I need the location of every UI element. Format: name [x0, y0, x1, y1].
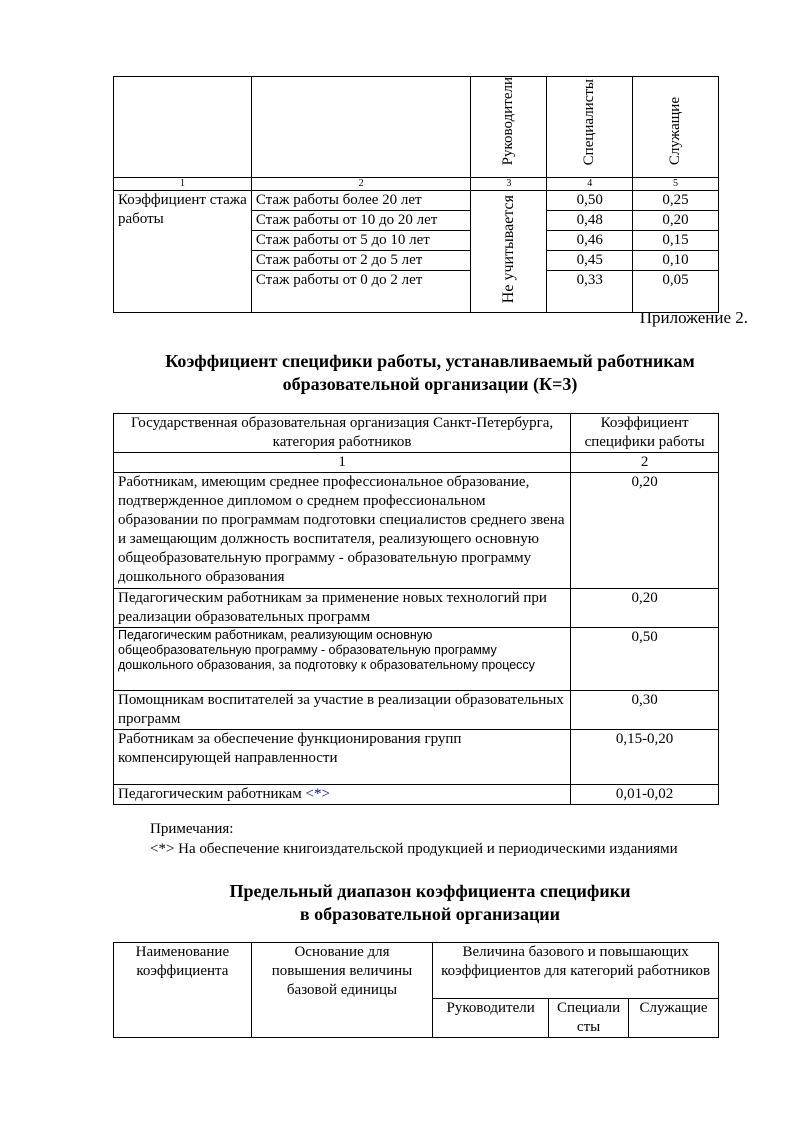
specialist-value: 0,45	[547, 251, 633, 271]
row-label: Стаж работы от 0 до 2 лет	[251, 271, 471, 313]
subheader-specialists: Специали сты	[549, 999, 629, 1038]
specialist-value: 0,46	[547, 231, 633, 251]
row-label: Стаж работы от 2 до 5 лет	[251, 251, 471, 271]
work-specifics-coefficient-table	[113, 413, 719, 805]
column-number: 2	[251, 178, 471, 191]
clerk-value: 0,20	[633, 211, 719, 231]
subheader-managers: Руководители	[433, 999, 549, 1038]
header-specialists: Специалисты	[581, 78, 598, 166]
table-row-value: 0,20	[571, 589, 719, 628]
table-row-text	[114, 785, 571, 805]
subheader-clerks: Служащие	[629, 999, 719, 1038]
header-category: Государственная образовательная организация Санкт-Петербурга, категория работников	[114, 414, 571, 453]
notes-title: Примечания:	[150, 821, 234, 837]
header-cell-empty-1	[114, 77, 252, 178]
specialist-value: 0,50	[547, 191, 633, 211]
header-coefficient: Коэффициент специфики работы	[571, 414, 719, 453]
header-coefficient-name: Наименование коэффициента	[114, 943, 252, 1038]
row-label: Стаж работы от 5 до 10 лет	[251, 231, 471, 251]
column-number: 4	[547, 178, 633, 191]
column-number: 2	[571, 453, 719, 473]
coefficient-range-table	[113, 942, 719, 1038]
heading-line: Предельный диапазон коэффициента специфики	[229, 881, 631, 901]
not-counted-note: Не учитывается	[499, 194, 517, 303]
experience-coefficient-table	[113, 76, 719, 313]
heading-line: Коэффициент специфики работы, устанавливаемый работникам	[165, 351, 695, 371]
notes-text: <*> На обеспечение книгоиздательской продукцией и периодическими изданиями	[150, 841, 678, 857]
header-value: Величина базового и повышающих коэффициентов для категорий работников	[433, 943, 719, 999]
header-managers: Руководители	[500, 77, 517, 166]
row-label: Стаж работы более 20 лет	[251, 191, 471, 211]
row-label: Педагогическим работникам	[118, 786, 302, 802]
clerk-value: 0,05	[633, 271, 719, 313]
clerk-value: 0,25	[633, 191, 719, 211]
table-row-value: 0,15-0,20	[571, 730, 719, 785]
table-row-text: Помощникам воспитателей за участие в реализации образовательных программ	[114, 691, 571, 730]
table-row-text: Педагогическим работникам за применение новых технологий при реализации образовательных программ	[114, 589, 571, 628]
header-clerks: Служащие	[667, 97, 684, 166]
row-label: Стаж работы от 10 до 20 лет	[251, 211, 471, 231]
heading-line: образовательной организации (К=3)	[282, 374, 578, 394]
footnote-link[interactable]: <*>	[305, 786, 330, 802]
header-cell-empty-2	[251, 77, 471, 178]
category-cell: Коэффициент стажа работы	[114, 191, 252, 313]
column-number: 3	[471, 178, 547, 191]
section-heading-2	[100, 880, 760, 926]
column-number: 1	[114, 178, 252, 191]
appendix-label: Приложение 2.	[639, 308, 748, 327]
clerk-value: 0,10	[633, 251, 719, 271]
table-row-text: Работникам за обеспечение функционирования групп компенсирующей направленности	[114, 730, 571, 785]
column-number: 1	[114, 453, 571, 473]
clerk-value: 0,15	[633, 231, 719, 251]
header-basis: Основание для повышения величины базовой единицы	[251, 943, 432, 1038]
table-row-text: Педагогическим работникам, реализующим основную общеобразовательную программу - образовательную программу дошкольного образования, за подготовку к образовательному процессу	[114, 628, 571, 691]
specialist-value: 0,48	[547, 211, 633, 231]
table-row-value: 0,30	[571, 691, 719, 730]
table-row-value: 0,01-0,02	[571, 785, 719, 805]
table-row-value: 0,50	[571, 628, 719, 691]
column-number: 5	[633, 178, 719, 191]
heading-line: в образовательной организации	[299, 904, 561, 924]
section-heading-1	[100, 350, 760, 396]
table-row-value: 0,20	[571, 473, 719, 589]
specialist-value: 0,33	[547, 271, 633, 313]
table-row-text: Работникам, имеющим среднее профессиональное образование, подтвержденное дипломом о среднем профессиональном образовании по программам подготовки специалистов среднего звена и замещающим должность воспитателя, реализующего основную общеобразовательную программу - образовательную программу дошкольного образования	[114, 473, 571, 589]
